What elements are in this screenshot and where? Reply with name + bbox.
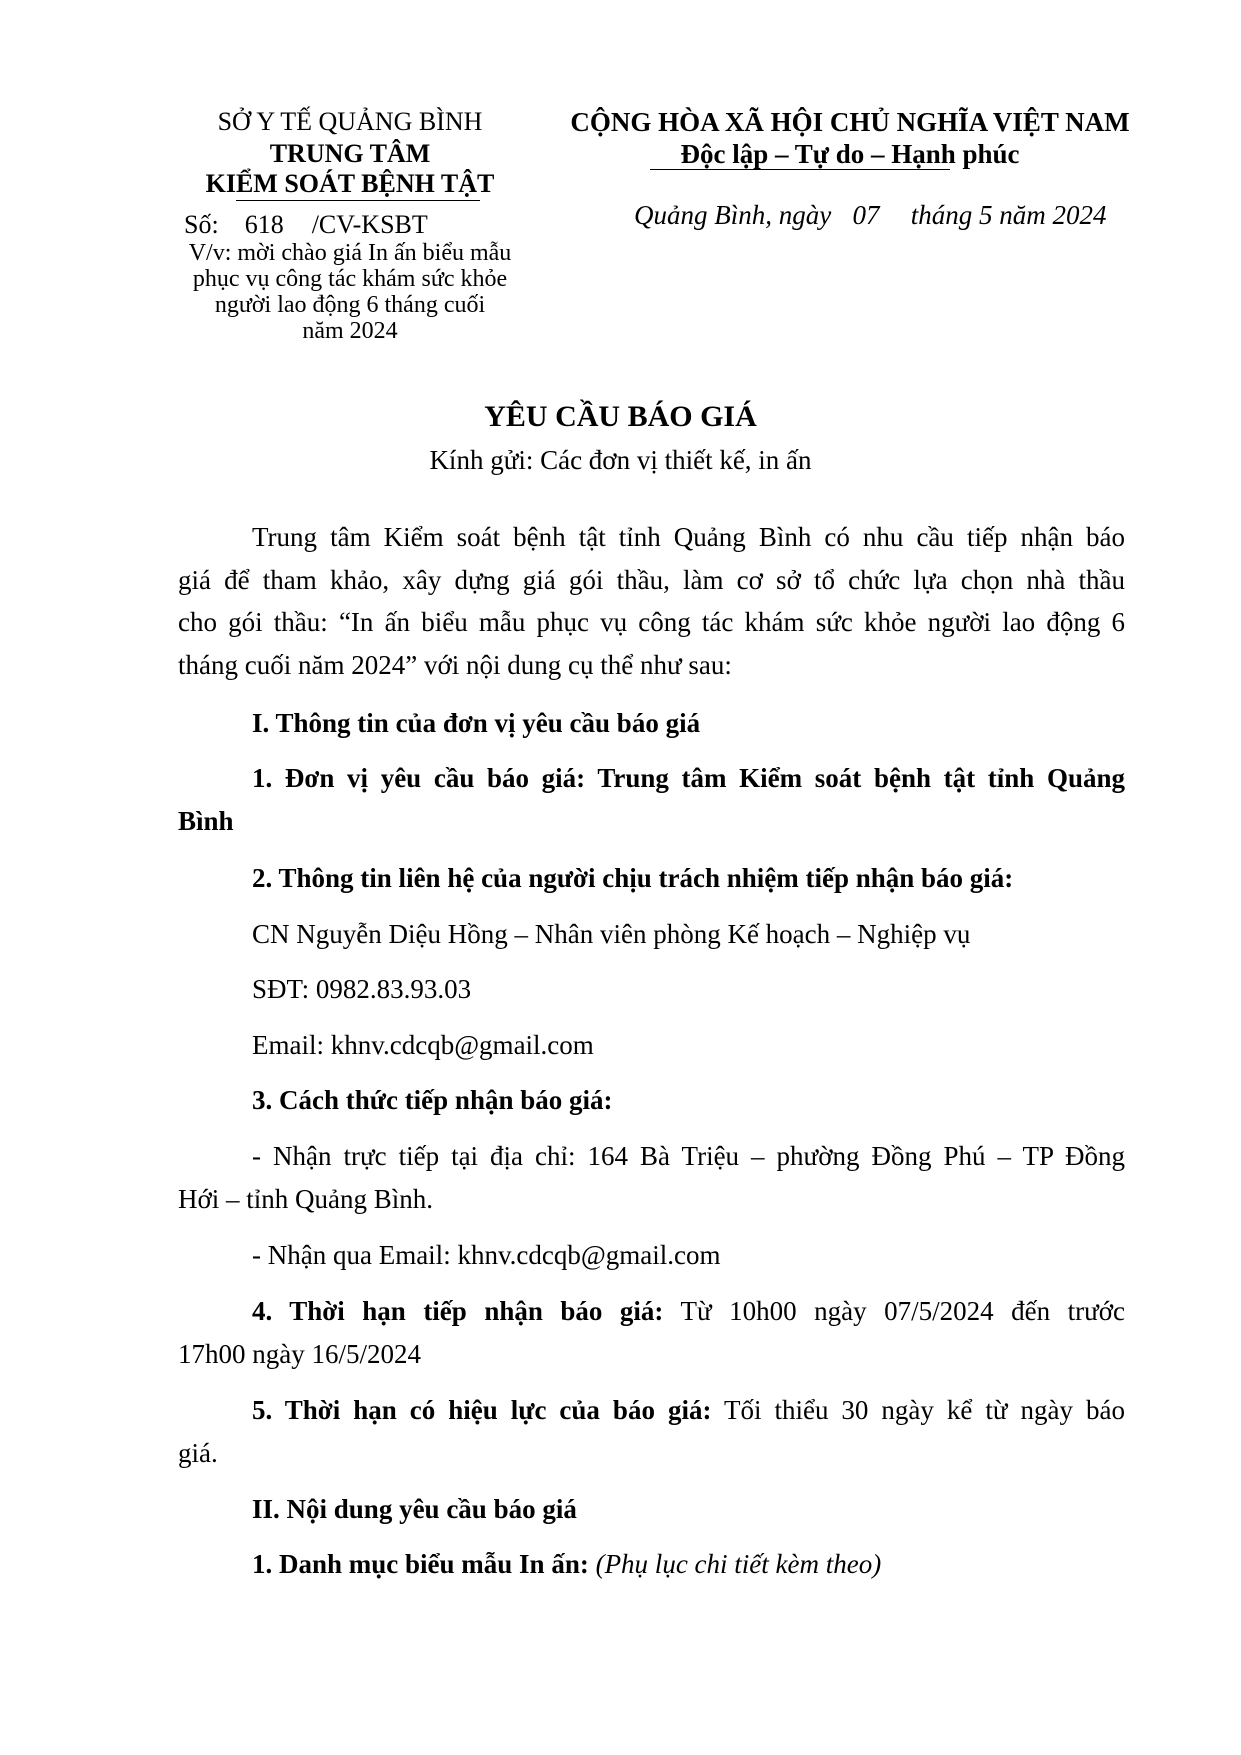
- date-prefix: Quảng Bình, ngày: [634, 200, 832, 230]
- item-4-label: 4. Thời hạn tiếp nhận báo giá:: [252, 1296, 664, 1326]
- item-3-email: - Nhận qua Email: khnv.cdcqb@gmail.com: [252, 1240, 721, 1270]
- item-1-line-2: Bình: [178, 806, 234, 836]
- contact-name: CN Nguyễn Diệu Hồng – Nhân viên phòng Kế hoạch – Nghiệp vụ: [252, 919, 971, 949]
- document-title: YÊU CẦU BÁO GIÁ: [484, 400, 757, 433]
- section-2-item-1-note: (Phụ lục chi tiết kèm theo): [595, 1549, 882, 1579]
- item-4-text: Từ 10h00 ngày 07/5/2024 đến trước: [663, 1296, 1126, 1326]
- item-5-label: 5. Thời hạn có hiệu lực của báo giá:: [252, 1395, 712, 1425]
- subject-line-3: người lao động 6 tháng cuối: [214, 292, 486, 318]
- item-5-line-1: [252, 1395, 1125, 1426]
- agency-parent: SỞ Y TẾ QUẢNG BÌNH: [217, 107, 483, 136]
- subject-line-2: phục vụ công tác khám sức khỏe: [192, 266, 508, 292]
- agency-name-line2: KIỂM SOÁT BỆNH TẬT: [205, 169, 495, 198]
- country-name: CỘNG HÒA XÃ HỘI CHỦ NGHĨA VIỆT NAM: [570, 107, 1130, 137]
- number-value: 618: [244, 210, 284, 239]
- section-2-heading: II. Nội dung yêu cầu báo giá: [252, 1494, 577, 1524]
- item-5-text: Tối thiểu 30 ngày kể từ ngày báo: [711, 1395, 1125, 1425]
- item-5-line-2: giá.: [178, 1438, 218, 1468]
- motto-underline: [650, 169, 950, 170]
- date-day: 07: [852, 200, 880, 230]
- number-label: Số:: [184, 210, 219, 239]
- intro-line-3: cho gói thầu: “In ấn biểu mẫu phục vụ công tác khám sức khỏe người lao động 6: [178, 607, 1125, 637]
- section-2-item-1: [252, 1549, 881, 1580]
- intro-line-4: tháng cuối năm 2024” với nội dung cụ thể như sau:: [178, 650, 732, 680]
- item-1-line-1: 1. Đơn vị yêu cầu báo giá: Trung tâm Kiểm soát bệnh tật tỉnh Quảng: [252, 763, 1125, 793]
- item-3-direct-line-2: Hới – tỉnh Quảng Bình.: [178, 1184, 434, 1214]
- motto: Độc lập – Tự do – Hạnh phúc: [680, 139, 1020, 169]
- item-4-line-1: [252, 1296, 1125, 1327]
- subject-line-1: V/v: mời chào giá In ấn biểu mẫu: [188, 240, 512, 266]
- contact-phone: SĐT: 0982.83.93.03: [252, 974, 472, 1004]
- date-suffix: tháng 5 năm 2024: [910, 200, 1107, 230]
- issue-date: [634, 200, 1106, 231]
- item-2-heading: 2. Thông tin liên hệ của người chịu trách nhiệm tiếp nhận báo giá:: [252, 863, 1014, 893]
- section-2-item-1-label: 1. Danh mục biểu mẫu In ấn:: [252, 1549, 589, 1579]
- intro-line-2: giá để tham khảo, xây dựng giá gói thầu, làm cơ sở tổ chức lựa chọn nhà thầu: [178, 565, 1125, 595]
- section-1-heading: I. Thông tin của đơn vị yêu cầu báo giá: [252, 708, 701, 738]
- number-suffix: /CV-KSBT: [311, 210, 428, 239]
- recipient-line: Kính gửi: Các đơn vị thiết kế, in ấn: [429, 445, 812, 475]
- agency-underline: [236, 200, 480, 201]
- item-4-line-2: 17h00 ngày 16/5/2024: [178, 1339, 421, 1369]
- document-number: [184, 210, 428, 240]
- subject-line-4: năm 2024: [302, 318, 398, 344]
- intro-line-1: Trung tâm Kiểm soát bệnh tật tỉnh Quảng Bình có nhu cầu tiếp nhận báo: [252, 522, 1125, 552]
- item-3-heading: 3. Cách thức tiếp nhận báo giá:: [252, 1085, 613, 1115]
- contact-email: Email: khnv.cdcqb@gmail.com: [252, 1030, 594, 1060]
- item-3-direct-line-1: - Nhận trực tiếp tại địa chỉ: 164 Bà Triệu – phường Đồng Phú – TP Đồng: [252, 1141, 1125, 1171]
- agency-name-line1: TRUNG TÂM: [269, 139, 431, 168]
